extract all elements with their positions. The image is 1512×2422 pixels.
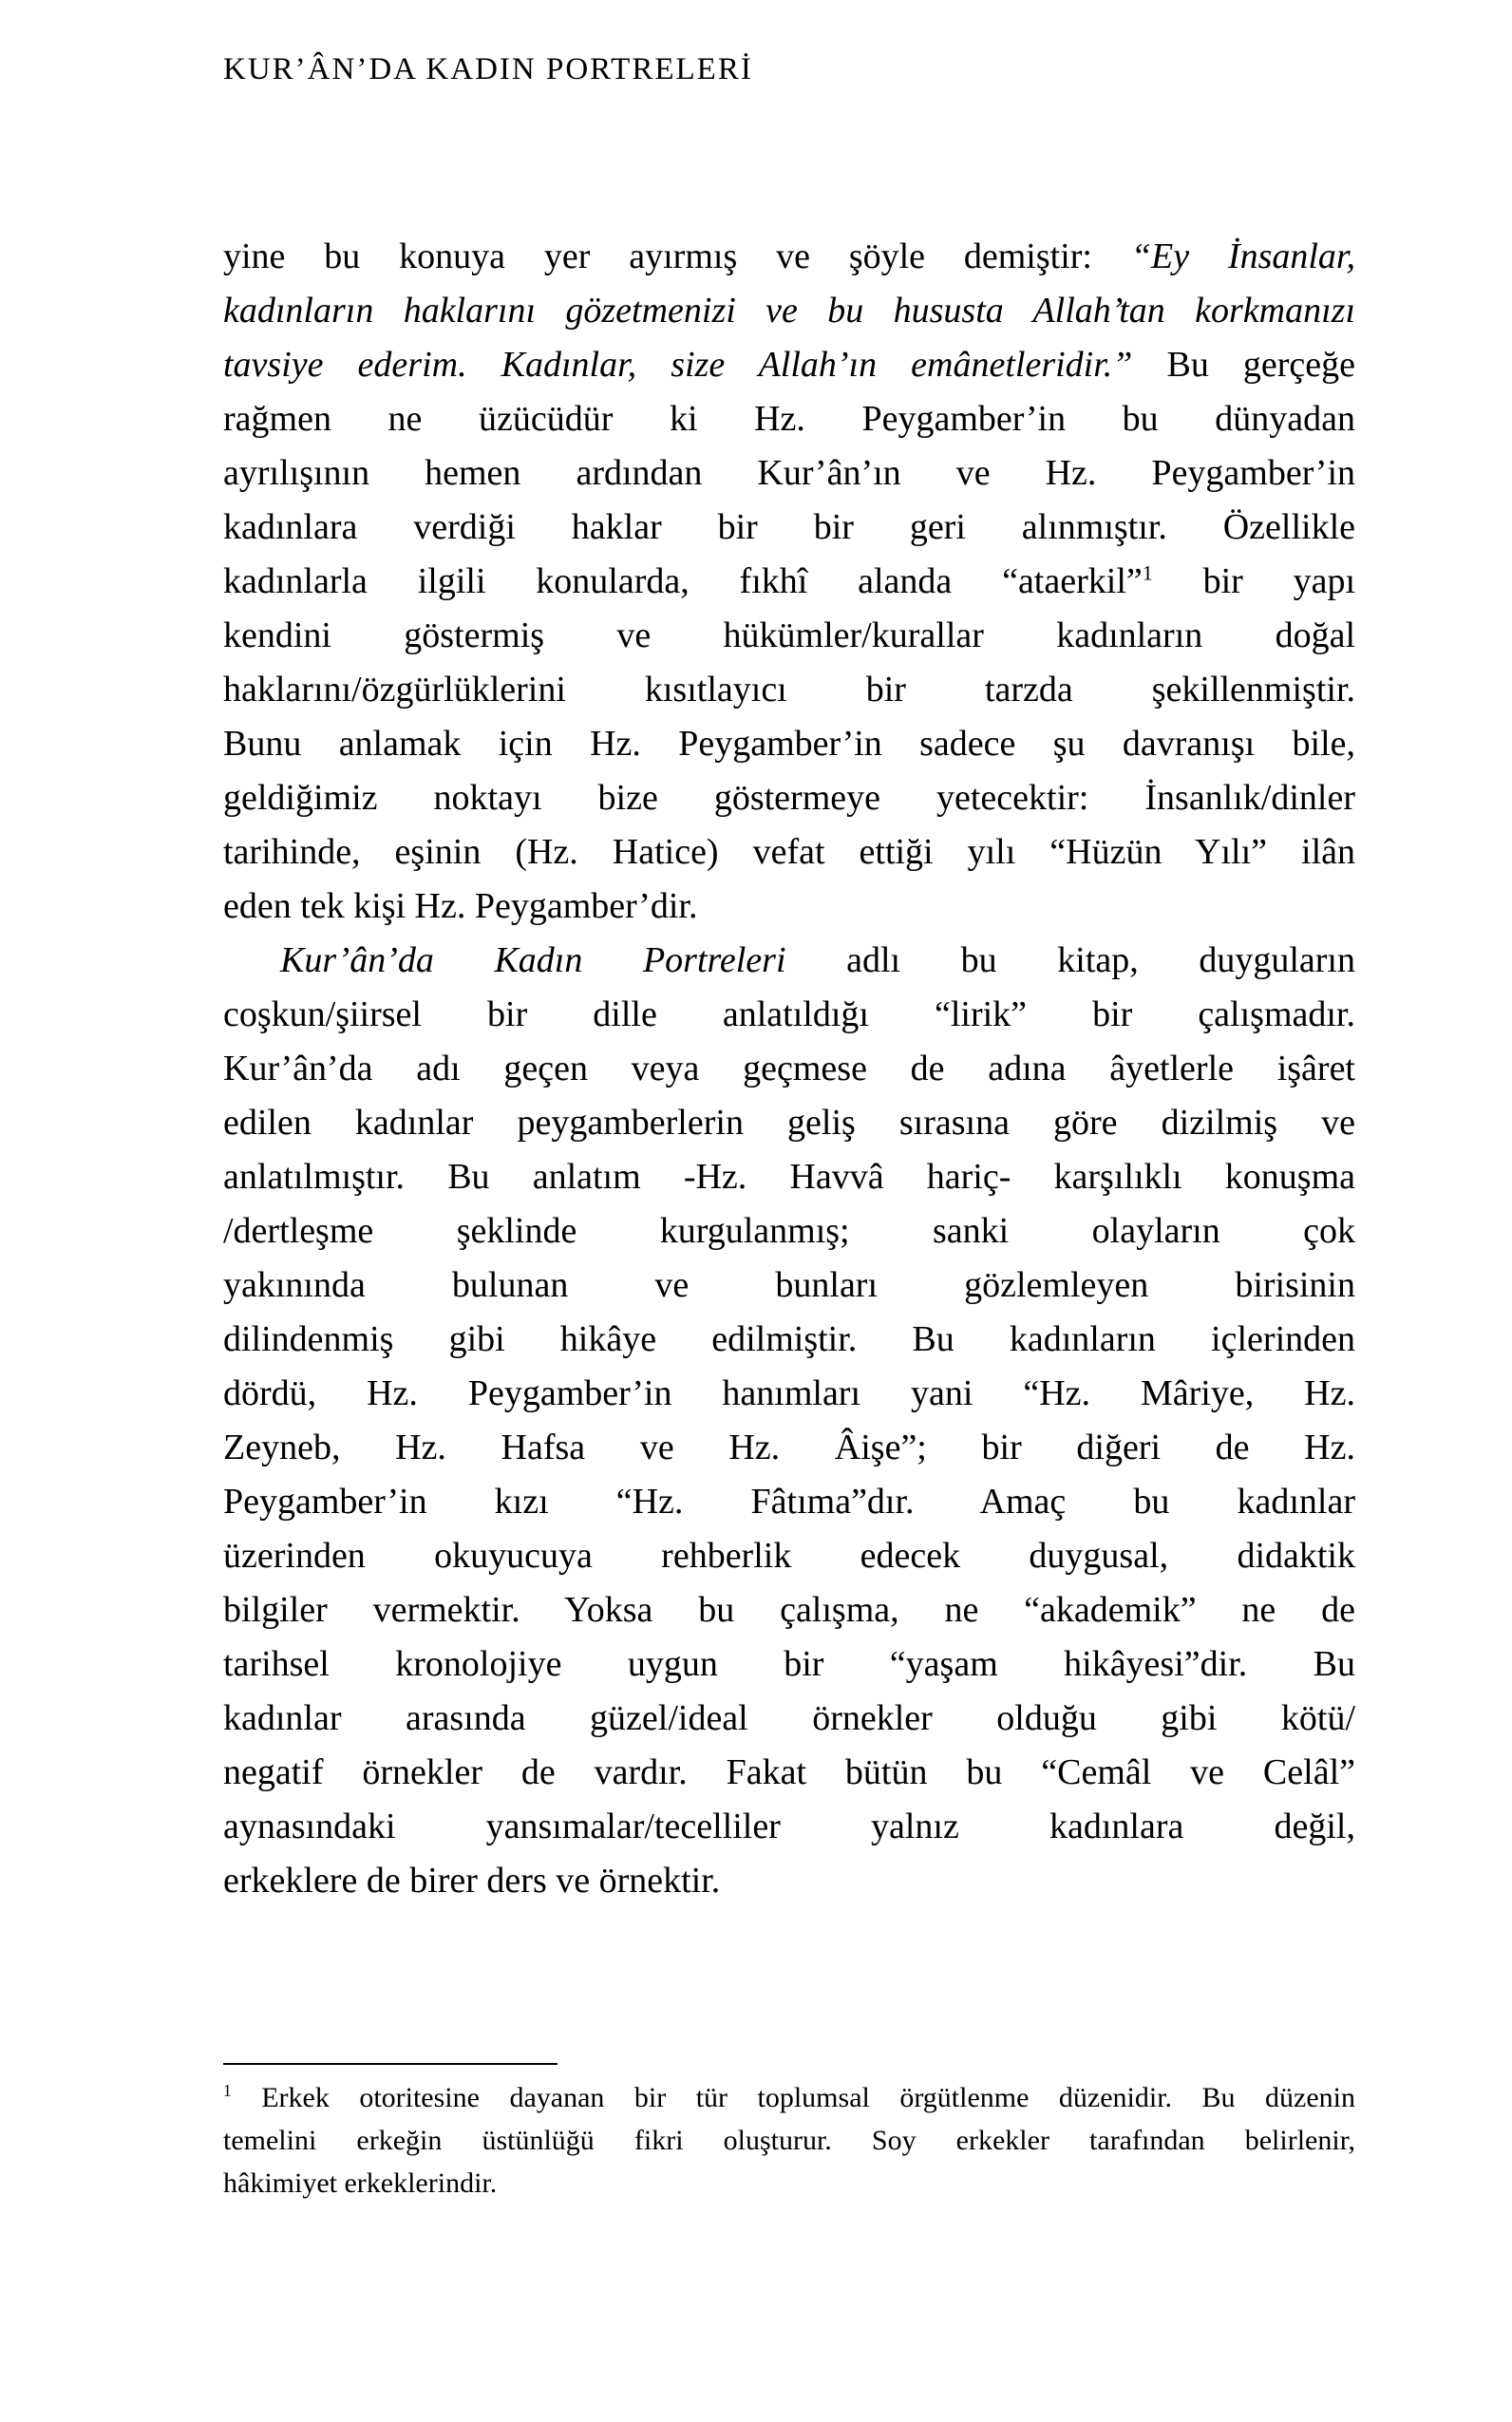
text-segment: bilgiler vermektir. Yoksa bu çalışma, ne “akademik” ne de (223, 1590, 1355, 1630)
text-line (223, 344, 1355, 398)
text-line (223, 939, 1355, 993)
text-segment: ayrılışının hemen ardından Kur’ân’ın ve Hz. Peygamber’in (223, 453, 1355, 493)
text-segment: /dertleşme şeklinde kurgulanmış; sanki olayların çok (223, 1211, 1355, 1251)
text-line (223, 1156, 1355, 1210)
text-line (223, 831, 1355, 885)
text-line (223, 1427, 1355, 1481)
text-segment: dilindenmiş gibi hikâye edilmiştir. Bu kadınların içlerinden (223, 1319, 1355, 1359)
paragraph (223, 939, 1355, 1914)
text-line (223, 1372, 1355, 1427)
text-line (223, 2125, 1355, 2167)
text-line (223, 723, 1355, 777)
text-segment: yine bu konuya yer ayırmış ve şöyle demiştir: (223, 237, 1131, 276)
text-segment: eden tek kişi Hz. Peygamber’dir. (223, 886, 698, 926)
text-segment: kendini göstermiş ve hükümler/kurallar kadınların doğal (223, 615, 1355, 655)
text-line (223, 1806, 1355, 1860)
text-line (223, 1048, 1355, 1102)
text-segment: hâkimiyet erkeklerindir. (223, 2167, 498, 2199)
text-segment: kadınlarla ilgili konularda, fıkhî alanda “ataerkil” (223, 561, 1143, 601)
text-segment: Zeyneb, Hz. Hafsa ve Hz. Âişe”; bir diğeri de Hz. (223, 1428, 1355, 1467)
paragraph (223, 236, 1355, 939)
text-segment: rağmen ne üzücüdür ki Hz. Peygamber’in bu dünyadan (223, 399, 1355, 439)
text-segment: üzerinden okuyucuya rehberlik edecek duygusal, didaktik (223, 1536, 1355, 1576)
text-segment: dördü, Hz. Peygamber’in hanımları yani “Hz. Mâriye, Hz. (223, 1373, 1355, 1413)
text-segment: haklarını/özgürlüklerini kısıtlayıcı bir tarzda şekillenmiştir. (223, 670, 1355, 710)
text-line (223, 777, 1355, 831)
text-segment: erkeklere de birer ders ve örnektir. (223, 1861, 721, 1901)
text-segment: Kur’ân’da adı geçen veya geçmese de adına âyetlerle işâret (223, 1049, 1355, 1088)
footnote-marker: 1 (1142, 560, 1153, 585)
text-segment: Bunu anlamak için Hz. Peygamber’in sadece şu davranışı bile, (223, 724, 1355, 764)
text-line (223, 1751, 1355, 1806)
text-line (223, 1860, 1355, 1914)
text-line (223, 2082, 1355, 2125)
text-segment: kadınlara verdiği haklar bir bir geri alınmıştır. Özellikle (223, 507, 1355, 547)
text-segment: edilen kadınlar peygamberlerin geliş sırasına göre dizilmiş ve (223, 1103, 1355, 1143)
text-line (223, 1318, 1355, 1372)
text-line (223, 1102, 1355, 1156)
text-segment: aynasındaki yansımalar/tecelliler yalnız kadınlara değil, (223, 1807, 1355, 1846)
text-segment: tarihsel kronolojiye uygun bir “yaşam hikâyesi”dir. Bu (223, 1644, 1355, 1684)
page-header: KUR’ÂN’DA KADIN PORTRELERİ (223, 52, 753, 86)
text-line (223, 452, 1355, 506)
text-line (223, 1264, 1355, 1318)
text-segment: coşkun/şiirsel bir dille anlatıldığı “lirik” bir çalışmadır. (223, 994, 1355, 1034)
text-segment: kadınlar arasında güzel/ideal örnekler olduğu gibi kötü/ (223, 1698, 1355, 1738)
text-segment: bir yapı (1152, 561, 1355, 601)
text-segment: kadınların haklarını gözetmenizi ve bu hususta Allah’tan korkmanızı (223, 291, 1355, 331)
text-line (223, 885, 1355, 939)
text-segment: negatif örnekler de vardır. Fakat bütün bu “Cemâl ve Celâl” (223, 1752, 1355, 1792)
text-line (223, 1697, 1355, 1751)
text-segment: Peygamber’in kızı “Hz. Fâtıma”dır. Amaç bu kadınlar (223, 1482, 1355, 1522)
text-line (223, 398, 1355, 452)
text-line (223, 506, 1355, 560)
text-line (223, 1589, 1355, 1643)
text-segment: tarihinde, eşinin (Hz. Hatice) vefat ettiği yılı “Hüzün Yılı” ilân (223, 832, 1355, 872)
text-line (223, 669, 1355, 723)
text-line (223, 290, 1355, 344)
text-segment: Bu gerçeğe (1132, 345, 1355, 385)
text-line (223, 1210, 1355, 1264)
footnote-marker: 1 (223, 2082, 232, 2100)
text-line (223, 1535, 1355, 1589)
text-line (223, 560, 1355, 615)
text-line (223, 1643, 1355, 1697)
text-segment: temelini erkeğin üstünlüğü fikri oluşturur. Soy erkekler tarafından belirlenir, (223, 2125, 1355, 2156)
footnote (223, 2082, 1355, 2210)
text-segment: yakınında bulunan ve bunları gözlemleyen birisinin (223, 1265, 1355, 1305)
text-segment: “Ey İnsanlar, (1130, 237, 1355, 276)
text-segment: Erkek otoritesine dayanan bir tür toplumsal örgütlenme düzenidir. Bu düzenin (231, 2082, 1355, 2113)
text-segment: tavsiye ederim. Kadınlar, size Allah’ın emânetleridir.” (223, 345, 1133, 385)
text-line (223, 615, 1355, 669)
text-line (223, 236, 1355, 290)
text-line (223, 2167, 1355, 2210)
text-segment: Kur’ân’da Kadın Portreleri (280, 940, 786, 980)
text-line (223, 1481, 1355, 1535)
text-segment: adlı bu kitap, duyguların (785, 940, 1355, 980)
footnote-divider (223, 2063, 558, 2065)
text-segment: anlatılmıştır. Bu anlatım -Hz. Havvâ hariç- karşılıklı konuşma (223, 1157, 1355, 1197)
text-line (223, 993, 1355, 1048)
body-text (223, 236, 1355, 1914)
text-segment: geldiğimiz noktayı bize göstermeye yetecektir: İnsanlık/dinler (223, 778, 1355, 818)
